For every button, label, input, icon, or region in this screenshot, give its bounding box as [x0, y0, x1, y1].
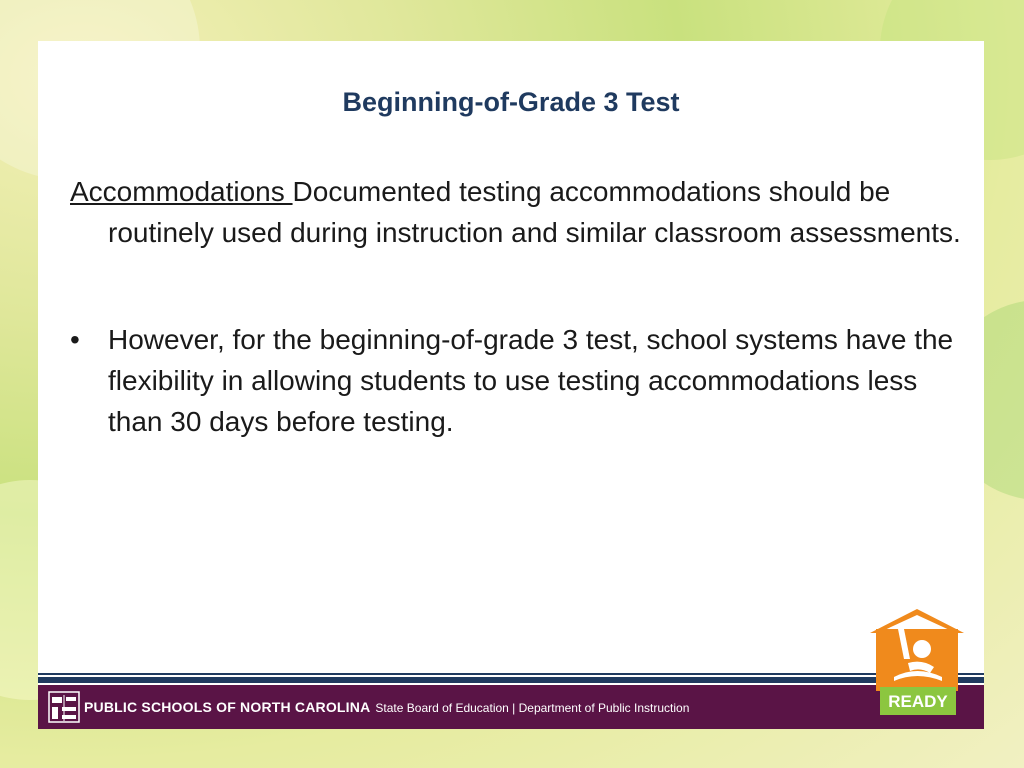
footer-subtitle: State Board of Education | Department of Public Instruction	[375, 701, 690, 715]
bullet-marker: •	[70, 324, 80, 355]
footer-text	[84, 699, 689, 717]
bullet-text: However, for the beginning-of-grade 3 test, school systems have the flexibility in allowing students to use testing accommodations less than 30 days before testing.	[108, 324, 954, 437]
accommodations-text: Documented testing accommodations should be routinely used during instruction and similar classroom assessments.	[108, 176, 961, 248]
slide-content-area	[38, 41, 984, 729]
bullet-paragraph	[70, 319, 978, 442]
ready-badge-label: READY	[888, 692, 948, 711]
ready-badge-icon	[864, 607, 970, 719]
nc-schools-logo-icon	[48, 691, 80, 723]
slide-title: Beginning-of-Grade 3 Test	[342, 87, 680, 117]
accommodations-heading: Accommodations	[70, 176, 293, 207]
footer-divider-thin	[38, 673, 984, 675]
footer-org-name: PUBLIC SCHOOLS OF NORTH CAROLINA	[84, 699, 371, 715]
accommodations-paragraph	[70, 171, 978, 253]
footer-divider-thick	[38, 677, 984, 683]
